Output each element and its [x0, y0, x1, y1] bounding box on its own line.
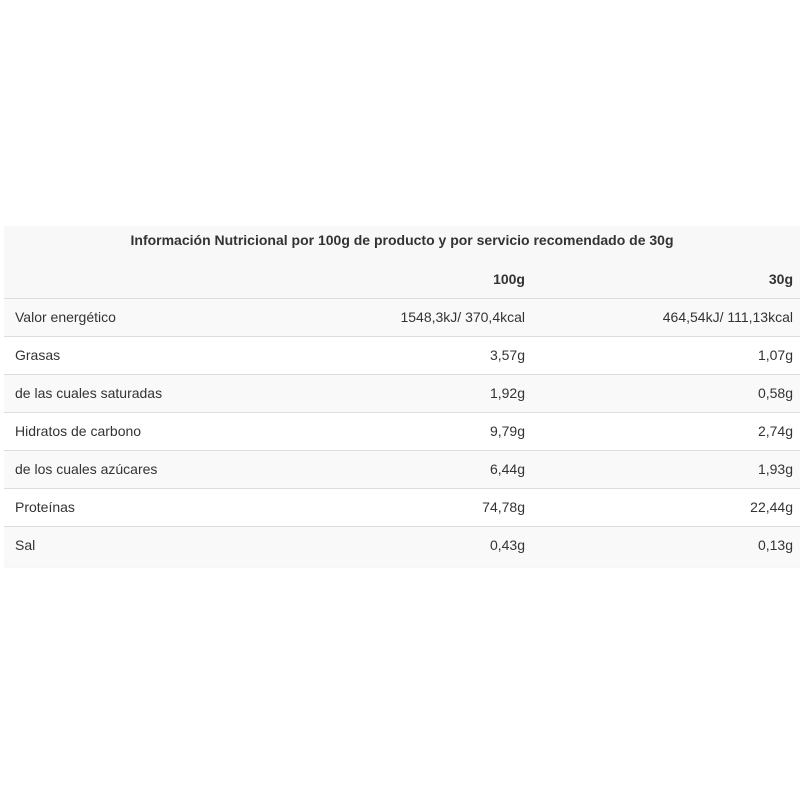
- table-header-row: [4, 260, 800, 298]
- nutrient-name: Proteínas: [15, 499, 75, 515]
- value-per-100g: 6,44g: [489, 461, 525, 477]
- table-row: [4, 526, 800, 564]
- nutrient-name: de los cuales azúcares: [15, 461, 158, 477]
- value-per-30g: 1,93g: [757, 461, 793, 477]
- table-caption: Información Nutricional por 100g de producto y por servicio recomendado de 30g: [130, 232, 674, 248]
- nutrient-name: Sal: [15, 537, 36, 554]
- column-header-nutrient: [4, 260, 334, 298]
- table-row: [4, 488, 800, 526]
- value-per-30g: 0,58g: [757, 385, 793, 401]
- nutrient-name: Valor energético: [15, 309, 116, 325]
- column-header-100g: 100g: [493, 270, 525, 287]
- value-per-100g: 1548,3kJ/ 370,4kcal: [400, 309, 525, 325]
- value-per-30g: 464,54kJ/ 111,13kcal: [662, 309, 793, 325]
- nutrient-name: de las cuales saturadas: [15, 385, 163, 401]
- table-row: [4, 336, 800, 374]
- value-per-30g: 2,74g: [757, 423, 793, 439]
- table-row: [4, 412, 800, 450]
- value-per-100g: 1,92g: [489, 385, 525, 401]
- value-per-30g: 22,44g: [750, 499, 793, 515]
- table-row: [4, 298, 800, 336]
- column-header-30g: 30g: [768, 270, 793, 287]
- value-per-100g: 3,57g: [489, 347, 525, 363]
- value-per-100g: 9,79g: [489, 423, 525, 439]
- nutrient-name: Grasas: [15, 347, 61, 363]
- nutrition-table: [4, 260, 800, 564]
- value-per-30g: 1,07g: [757, 347, 793, 363]
- value-per-100g: 0,43g: [489, 537, 525, 554]
- nutrition-panel: [4, 226, 800, 568]
- table-row: [4, 450, 800, 488]
- nutrient-name: Hidratos de carbono: [15, 423, 142, 439]
- value-per-30g: 0,13g: [757, 537, 793, 554]
- table-row: [4, 374, 800, 412]
- value-per-100g: 74,78g: [482, 499, 525, 515]
